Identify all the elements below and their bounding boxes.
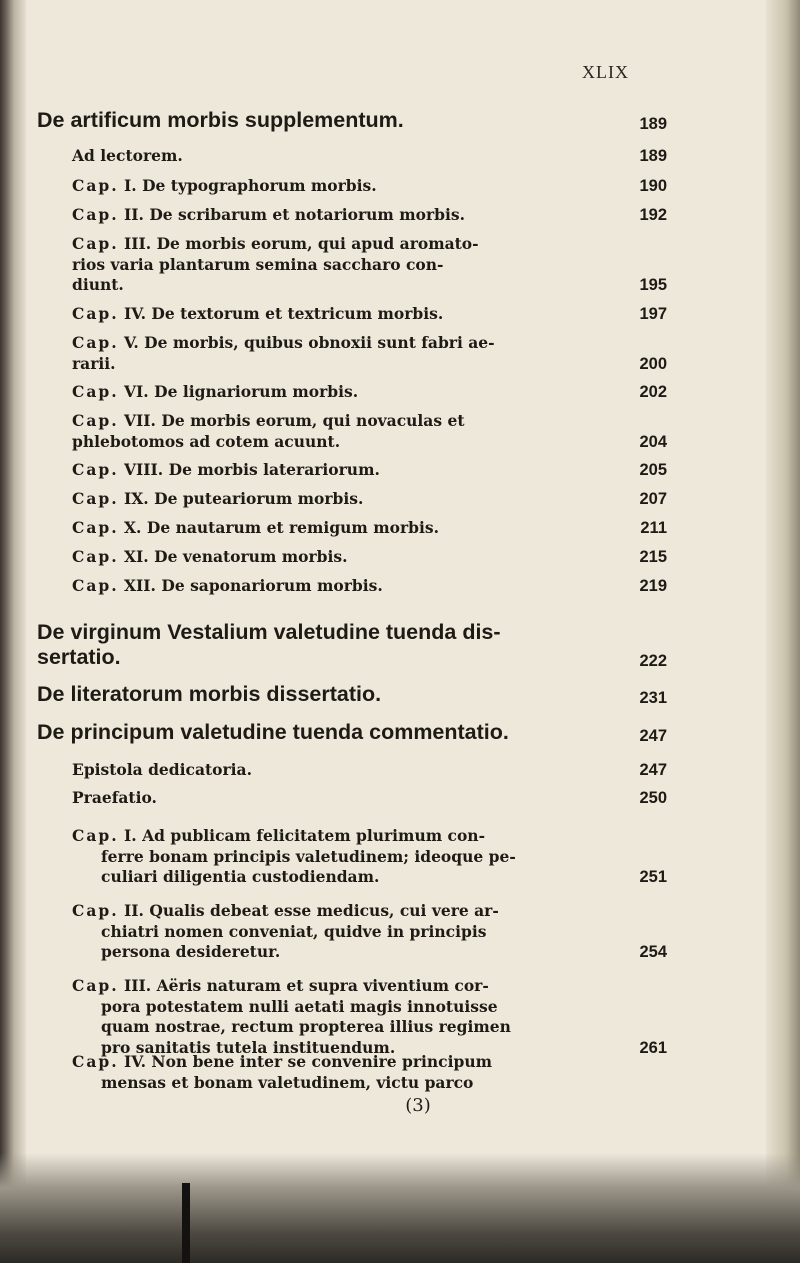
page-number: 231 bbox=[639, 689, 667, 707]
entry-title: De literatorum morbis dissertatio. bbox=[37, 682, 382, 706]
chapter-text: diunt. bbox=[72, 275, 124, 294]
chapter-numeral: VIII. bbox=[124, 460, 164, 479]
chapter-text: De textorum et textricum morbis. bbox=[151, 304, 444, 323]
chapter-text: Qualis debeat esse medicus, cui vere ar- bbox=[149, 901, 499, 920]
toc-entry bbox=[72, 304, 667, 326]
entry-title: De principum valetudine tuenda commentatio. bbox=[37, 720, 509, 744]
page-number: 211 bbox=[640, 519, 667, 537]
toc-entry-principum bbox=[37, 720, 667, 748]
chapter-numeral: IV. bbox=[124, 1052, 146, 1071]
chapter-numeral: IX. bbox=[124, 489, 149, 508]
chapter-numeral: VII. bbox=[124, 411, 156, 430]
page-number: 219 bbox=[639, 577, 667, 595]
chapter-label: Cap. bbox=[72, 333, 119, 352]
page-number: 189 bbox=[639, 147, 667, 165]
toc-entry bbox=[72, 576, 667, 598]
entry-title: De virginum Vestalium valetudine tuenda dis- bbox=[37, 620, 501, 644]
toc-entry bbox=[72, 411, 667, 453]
chapter-label: Cap. bbox=[72, 547, 119, 566]
toc-entry bbox=[72, 205, 667, 227]
chapter-text: chiatri nomen conveniat, quidve in principis bbox=[101, 921, 487, 941]
entry-title: Epistola dedicatoria. bbox=[72, 760, 252, 779]
toc-entry bbox=[72, 547, 667, 569]
toc-entry bbox=[72, 234, 667, 296]
chapter-text: pro sanitatis tutela instituendum. bbox=[101, 1037, 396, 1057]
chapter-text: rios varia plantarum semina saccharo con- bbox=[72, 254, 444, 274]
chapter-text: De morbis eorum, qui novaculas et bbox=[161, 411, 465, 430]
toc-entry bbox=[72, 176, 667, 198]
toc-entry-epistola bbox=[72, 760, 667, 782]
chapter-numeral: XI. bbox=[124, 547, 149, 566]
page-number: 251 bbox=[639, 868, 667, 886]
chapter-text: persona desideretur. bbox=[101, 942, 281, 961]
chapter-text: mensas et bonam valetudinem, victu parco bbox=[101, 1072, 474, 1092]
chapter-label: Cap. bbox=[72, 176, 119, 195]
toc-entry-artificum bbox=[37, 108, 667, 136]
toc-entry bbox=[72, 901, 667, 965]
chapter-numeral: I. bbox=[124, 826, 137, 845]
chapter-text: phlebotomos ad cotem acuunt. bbox=[72, 431, 341, 451]
chapter-label: Cap. bbox=[72, 460, 119, 479]
chapter-text: De typographorum morbis. bbox=[142, 176, 377, 195]
chapter-label: Cap. bbox=[72, 976, 119, 995]
toc-entry bbox=[72, 382, 667, 404]
page-number: 197 bbox=[639, 305, 667, 323]
chapter-label: Cap. bbox=[72, 489, 119, 508]
toc-entry bbox=[72, 489, 667, 511]
chapter-numeral: V. bbox=[124, 333, 139, 352]
entry-title: Praefatio. bbox=[72, 788, 157, 807]
entry-title: De artificum morbis supplementum. bbox=[37, 108, 404, 132]
chapter-numeral: III. bbox=[124, 976, 152, 995]
chapter-text: De scribarum et notariorum morbis. bbox=[149, 205, 465, 224]
chapter-label: Cap. bbox=[72, 826, 119, 845]
chapter-numeral: VI. bbox=[124, 382, 149, 401]
chapter-numeral: XII. bbox=[124, 576, 156, 595]
page-number: 215 bbox=[639, 548, 667, 566]
page-number: 207 bbox=[639, 490, 667, 508]
running-head: XLIX bbox=[582, 62, 629, 82]
chapter-label: Cap. bbox=[72, 901, 119, 920]
page-number: 261 bbox=[639, 1039, 667, 1057]
toc-entry-vestalium bbox=[37, 620, 667, 672]
chapter-numeral: III. bbox=[124, 234, 152, 253]
chapter-text: Ad publicam felicitatem plurimum con- bbox=[142, 826, 486, 845]
chapter-text: culiari diligentia custodiendam. bbox=[101, 867, 380, 886]
page-number: 200 bbox=[639, 355, 667, 373]
toc-entry-praefatio bbox=[72, 788, 667, 810]
page-number: 190 bbox=[639, 177, 667, 195]
chapter-label: Cap. bbox=[72, 304, 119, 323]
chapter-label: Cap. bbox=[72, 382, 119, 401]
chapter-text: De morbis eorum, qui apud aromato- bbox=[156, 234, 479, 253]
chapter-numeral: IV. bbox=[124, 304, 146, 323]
toc-entry bbox=[72, 826, 667, 890]
page-number: 205 bbox=[639, 461, 667, 479]
toc-entry bbox=[72, 1052, 667, 1096]
page-number: 195 bbox=[639, 276, 667, 294]
toc-entry-literatorum bbox=[37, 682, 667, 710]
chapter-label: Cap. bbox=[72, 1052, 119, 1071]
chapter-text: De morbis laterariorum. bbox=[168, 460, 380, 479]
toc-entry bbox=[72, 976, 667, 1060]
chapter-numeral: I. bbox=[124, 176, 137, 195]
printer-signature: (3) bbox=[405, 1095, 431, 1116]
entry-title: sertatio. bbox=[37, 645, 121, 669]
chapter-label: Cap. bbox=[72, 234, 119, 253]
chapter-text: Non bene inter se convenire principum bbox=[151, 1052, 493, 1071]
page-number: 204 bbox=[639, 433, 667, 451]
chapter-label: Cap. bbox=[72, 205, 119, 224]
chapter-numeral: II. bbox=[124, 901, 144, 920]
chapter-text: quam nostrae, rectum propterea illius regimen bbox=[101, 1017, 511, 1036]
chapter-label: Cap. bbox=[72, 576, 119, 595]
page-number: 254 bbox=[639, 943, 667, 961]
toc-entry bbox=[72, 518, 667, 540]
chapter-text: De morbis, quibus obnoxii sunt fabri ae- bbox=[144, 333, 495, 352]
page-number: 247 bbox=[639, 727, 667, 745]
chapter-text: De saponariorum morbis. bbox=[161, 576, 383, 595]
page-number: 247 bbox=[639, 761, 667, 779]
page-number: 250 bbox=[639, 789, 667, 807]
toc-entry bbox=[72, 333, 667, 375]
chapter-text: Aëris naturam et supra viventium cor- bbox=[156, 976, 489, 995]
entry-title: Ad lectorem. bbox=[72, 146, 183, 165]
toc-entry-ad-lectorem bbox=[72, 146, 667, 168]
chapter-text: De puteariorum morbis. bbox=[154, 489, 364, 508]
chapter-label: Cap. bbox=[72, 518, 119, 537]
page-number: 189 bbox=[639, 115, 667, 133]
page-number: 192 bbox=[639, 206, 667, 224]
chapter-text: De nautarum et remigum morbis. bbox=[146, 518, 439, 537]
chapter-text: pora potestatem nulli aetati magis innotuisse bbox=[101, 996, 498, 1016]
chapter-text: ferre bonam principis valetudinem; ideoque pe- bbox=[101, 846, 516, 866]
chapter-text: De venatorum morbis. bbox=[154, 547, 348, 566]
chapter-label: Cap. bbox=[72, 411, 119, 430]
page-number: 222 bbox=[639, 652, 667, 670]
page-number: 202 bbox=[639, 383, 667, 401]
chapter-numeral: II. bbox=[124, 205, 144, 224]
chapter-text: rarii. bbox=[72, 353, 116, 373]
chapter-numeral: X. bbox=[124, 518, 142, 537]
chapter-text: De lignariorum morbis. bbox=[154, 382, 359, 401]
toc-entry bbox=[72, 460, 667, 482]
